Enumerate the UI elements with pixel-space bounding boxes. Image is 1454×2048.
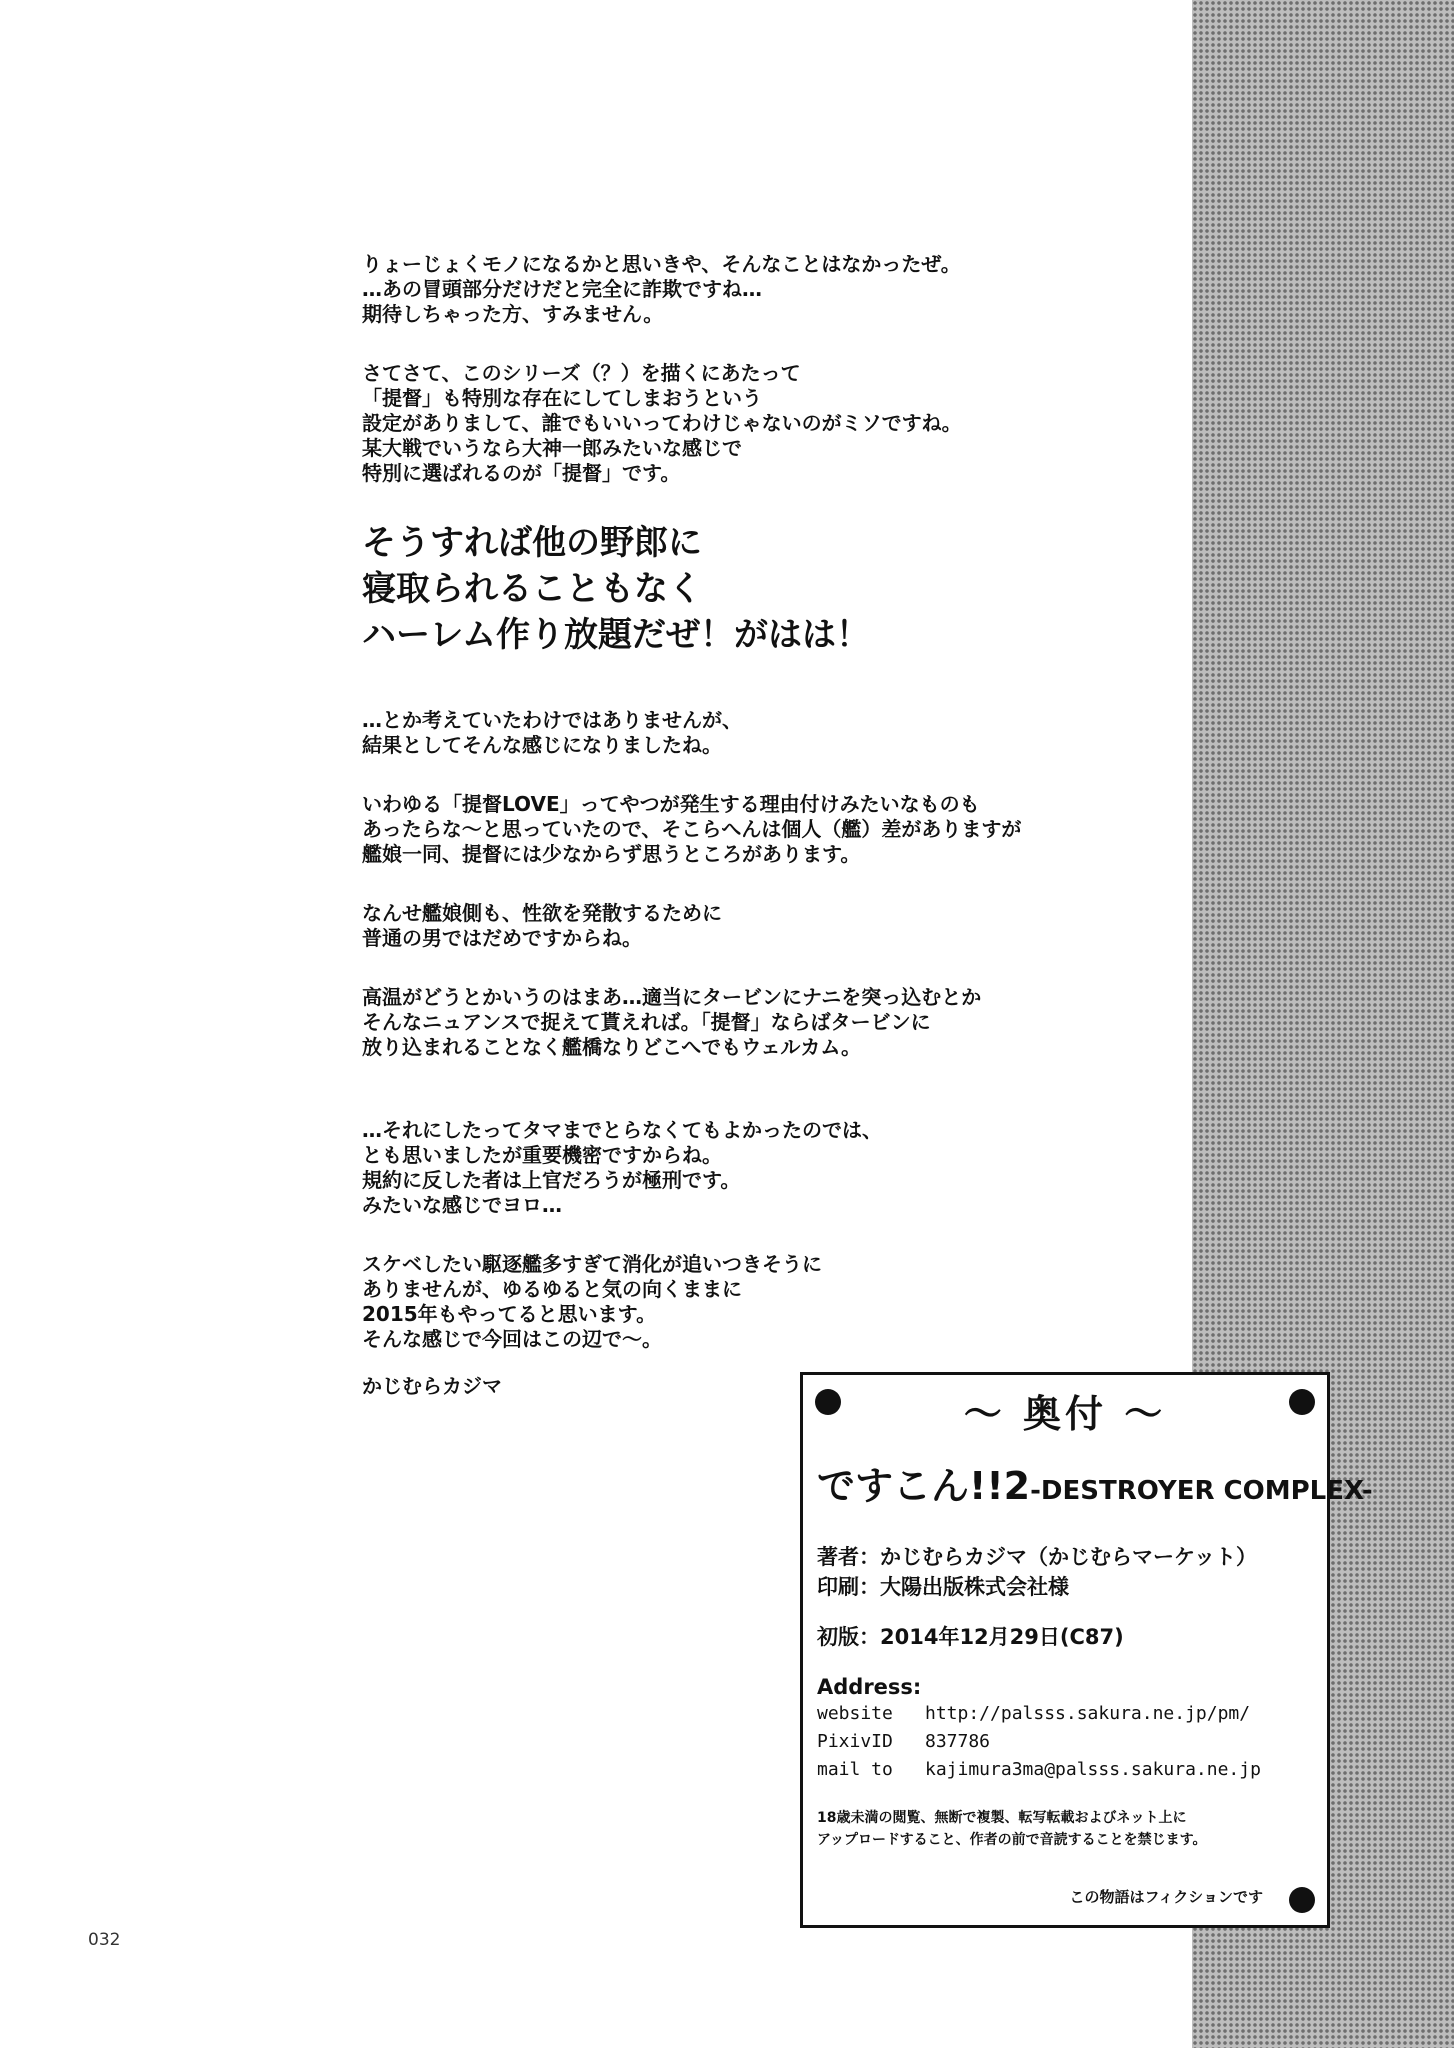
address-label: Address: [817,1675,922,1699]
colophon-box [800,1372,1373,1928]
pixiv-id: 837786 [925,1731,991,1752]
emphasis-paragraph [362,520,1162,658]
mail-label: mail to [817,1759,893,1780]
author-signature: かじむらカジマ [362,1374,502,1398]
emphasis-line: ハーレム作り放題だぜ！がはは！ [362,615,870,655]
book-title-subtitle: -DESTROYER COMPLEX- [1030,1476,1373,1506]
paragraph-8 [362,1118,1162,1218]
text-line: そんな感じで今回はこの辺で～。 [362,1327,662,1351]
printer-line: 印刷：大陽出版株式会社様 [817,1575,1069,1599]
text-line: …それにしたってタマまでとらなくてもよかったのでは、 [362,1118,882,1142]
mail-link[interactable]: kajimura3ma@palsss.sakura.ne.jp [925,1759,1261,1780]
paragraph-7 [362,985,1162,1060]
notice-line: アップロードすること、作者の前で音読することを禁じます。 [817,1832,1207,1848]
punch-hole-icon [1289,1887,1315,1913]
text-line: …あの冒頭部分だけだと完全に詐欺ですね… [362,277,762,301]
mail-row [817,1759,1261,1780]
pixiv-label: PixivID [817,1731,893,1752]
text-line: なんせ艦娘側も、性欲を発散するために [362,901,722,925]
text-line: 「提督」も特別な存在にしてしまおうという [362,386,762,410]
colophon-heading: ～ 奥付 ～ [963,1392,1167,1436]
text-line: 艦娘一同、提督には少なからず思うところがあります。 [362,842,861,866]
paragraph-5 [362,792,1162,867]
text-line: 高温がどうとかいうのはまあ…適当にタービンにナニを突っ込むとか [362,985,982,1009]
emphasis-line: 寝取られることもなく [362,569,702,609]
text-line: ありませんが、ゆるゆると気の向くままに [362,1277,742,1301]
paragraph-1 [362,252,1162,327]
text-line: 設定がありまして、誰でもいいってわけじゃないのがミソですね。 [362,411,962,435]
text-line: みたいな感じでヨロ… [362,1193,562,1217]
copyright-notice [817,1807,1206,1851]
website-row [817,1703,1250,1724]
paragraph-4 [362,708,1162,758]
text-line: 放り込まれることなく艦橋なりどこへでもウェルカム。 [362,1035,861,1059]
book-title [817,1455,1373,1510]
afterword-text [362,252,1162,1399]
fiction-disclaimer: この物語はフィクションです [1069,1888,1263,1906]
text-line: 規約に反した者は上官だろうが極刑です。 [362,1168,741,1192]
text-line: そんなニュアンスで捉えて貰えれば。「提督」ならばタービンに [362,1010,931,1034]
paragraph-2 [362,361,1162,486]
first-edition-line: 初版：2014年12月29日(C87) [817,1625,1124,1649]
text-line: 期待しちゃった方、すみません。 [362,302,664,326]
text-line: りょーじょくモノになるかと思いきや、そんなことはなかったぜ。 [362,252,961,276]
pixiv-row [817,1731,990,1752]
text-line: あったらな～と思っていたので、そこらへんは個人（艦）差がありますが [362,817,1022,841]
website-link[interactable]: http://palsss.sakura.ne.jp/pm/ [925,1703,1251,1724]
emphasis-line: そうすれば他の野郎に [362,523,702,563]
notice-line: 18歳未満の閲覧、無断で複製、転写転載およびネット上に [817,1810,1187,1826]
author-line: 著者：かじむらカジマ（かじむらマーケット） [817,1545,1257,1569]
book-title-main: ですこん!!2 [817,1464,1031,1508]
page-number: 032 [88,1930,121,1950]
text-line: とも思いましたが重要機密ですからね。 [362,1143,722,1167]
paragraph-9 [362,1252,1162,1352]
text-line: 普通の男ではだめですからね。 [362,926,642,950]
paragraph-6 [362,901,1162,951]
text-line: 特別に選ばれるのが「提督」です。 [362,461,681,485]
text-line: スケベしたい駆逐艦多すぎて消化が追いつきそうに [362,1252,822,1276]
text-line: さてさて、このシリーズ（？）を描くにあたって [362,361,801,385]
text-line: 2015年もやってると思います。 [362,1302,657,1326]
text-line: 結果としてそんな感じになりましたね。 [362,733,722,757]
text-line: いわゆる「提督LOVE」ってやつが発生する理由付けみたいなものも [362,792,980,816]
website-label: website [817,1703,893,1724]
text-line: 某大戦でいうなら大神一郎みたいな感じで [362,436,742,460]
text-line: …とか考えていたわけではありませんが、 [362,708,742,732]
